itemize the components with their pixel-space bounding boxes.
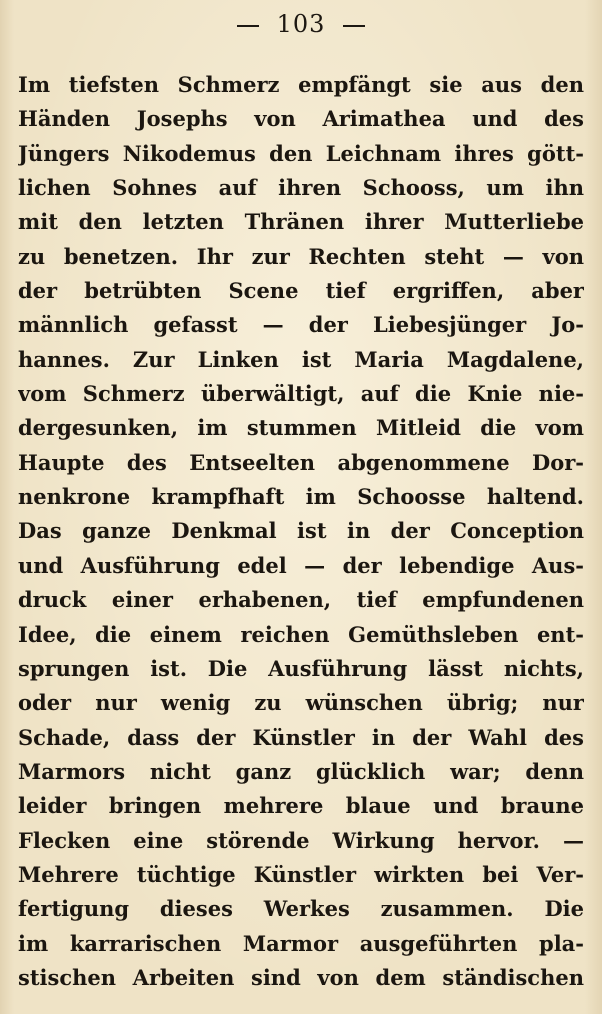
text-line: Schade, dass der Künstler in der Wahl des [18, 724, 584, 750]
text-line: leider bringen mehrere blaue und braune [18, 793, 584, 819]
text-line: dergesunken, im stummen Mitleid die vom [18, 415, 584, 441]
header-dash-right [343, 25, 365, 27]
text-line: Idee, die einem reichen Gemüthsleben ent- [18, 621, 584, 647]
text-line: Marmors nicht ganz glücklich war; denn [18, 758, 584, 784]
text-line: und Ausführung edel — der lebendige Aus- [18, 552, 584, 578]
text-line: Jüngers Nikodemus den Leichnam ihres gött- [18, 140, 584, 166]
text-line: Flecken eine störende Wirkung hervor. — [18, 827, 584, 853]
text-line: Im tiefsten Schmerz empfängt sie aus den [18, 72, 584, 97]
text-line: Mehrere tüchtige Künstler wirkten bei Ver- [18, 861, 584, 887]
text-line: zu benetzen. Ihr zur Rechten steht — von [18, 243, 584, 269]
text-line: Das ganze Denkmal ist in der Conception [18, 518, 584, 544]
text-line: der betrübten Scene tief ergriffen, aber [18, 278, 584, 304]
page-number: 103 [276, 10, 326, 38]
text-line: lichen Sohnes auf ihren Schooss, um ihn [18, 175, 584, 201]
text-line: fertigung dieses Werkes zusammen. Die [18, 896, 584, 922]
text-line: stischen Arbeiten sind von dem ständischen [18, 964, 584, 990]
text-line: mit den letzten Thränen ihrer Mutterliebe [18, 209, 584, 235]
text-line: Haupte des Entseelten abgenommene Dor- [18, 449, 584, 475]
text-line: nenkrone krampfhaft im Schoosse haltend. [18, 484, 584, 510]
text-line: Händen Josephs von Arimathea und des [18, 106, 584, 132]
text-line: hannes. Zur Linken ist Maria Magdalene, [18, 346, 584, 372]
text-line: im karrarischen Marmor ausgeführten pla- [18, 930, 584, 956]
text-line: vom Schmerz überwältigt, auf die Knie nie- [18, 381, 584, 407]
body-text [18, 68, 584, 995]
page-header [0, 10, 602, 38]
text-line: sprungen ist. Die Ausführung lässt nichts, [18, 655, 584, 681]
text-line: männlich gefasst — der Liebesjünger Jo- [18, 312, 584, 338]
header-dash-left [237, 25, 259, 27]
text-line: druck einer erhabenen, tief empfundenen [18, 587, 584, 613]
text-line: oder nur wenig zu wünschen übrig; nur [18, 690, 584, 716]
